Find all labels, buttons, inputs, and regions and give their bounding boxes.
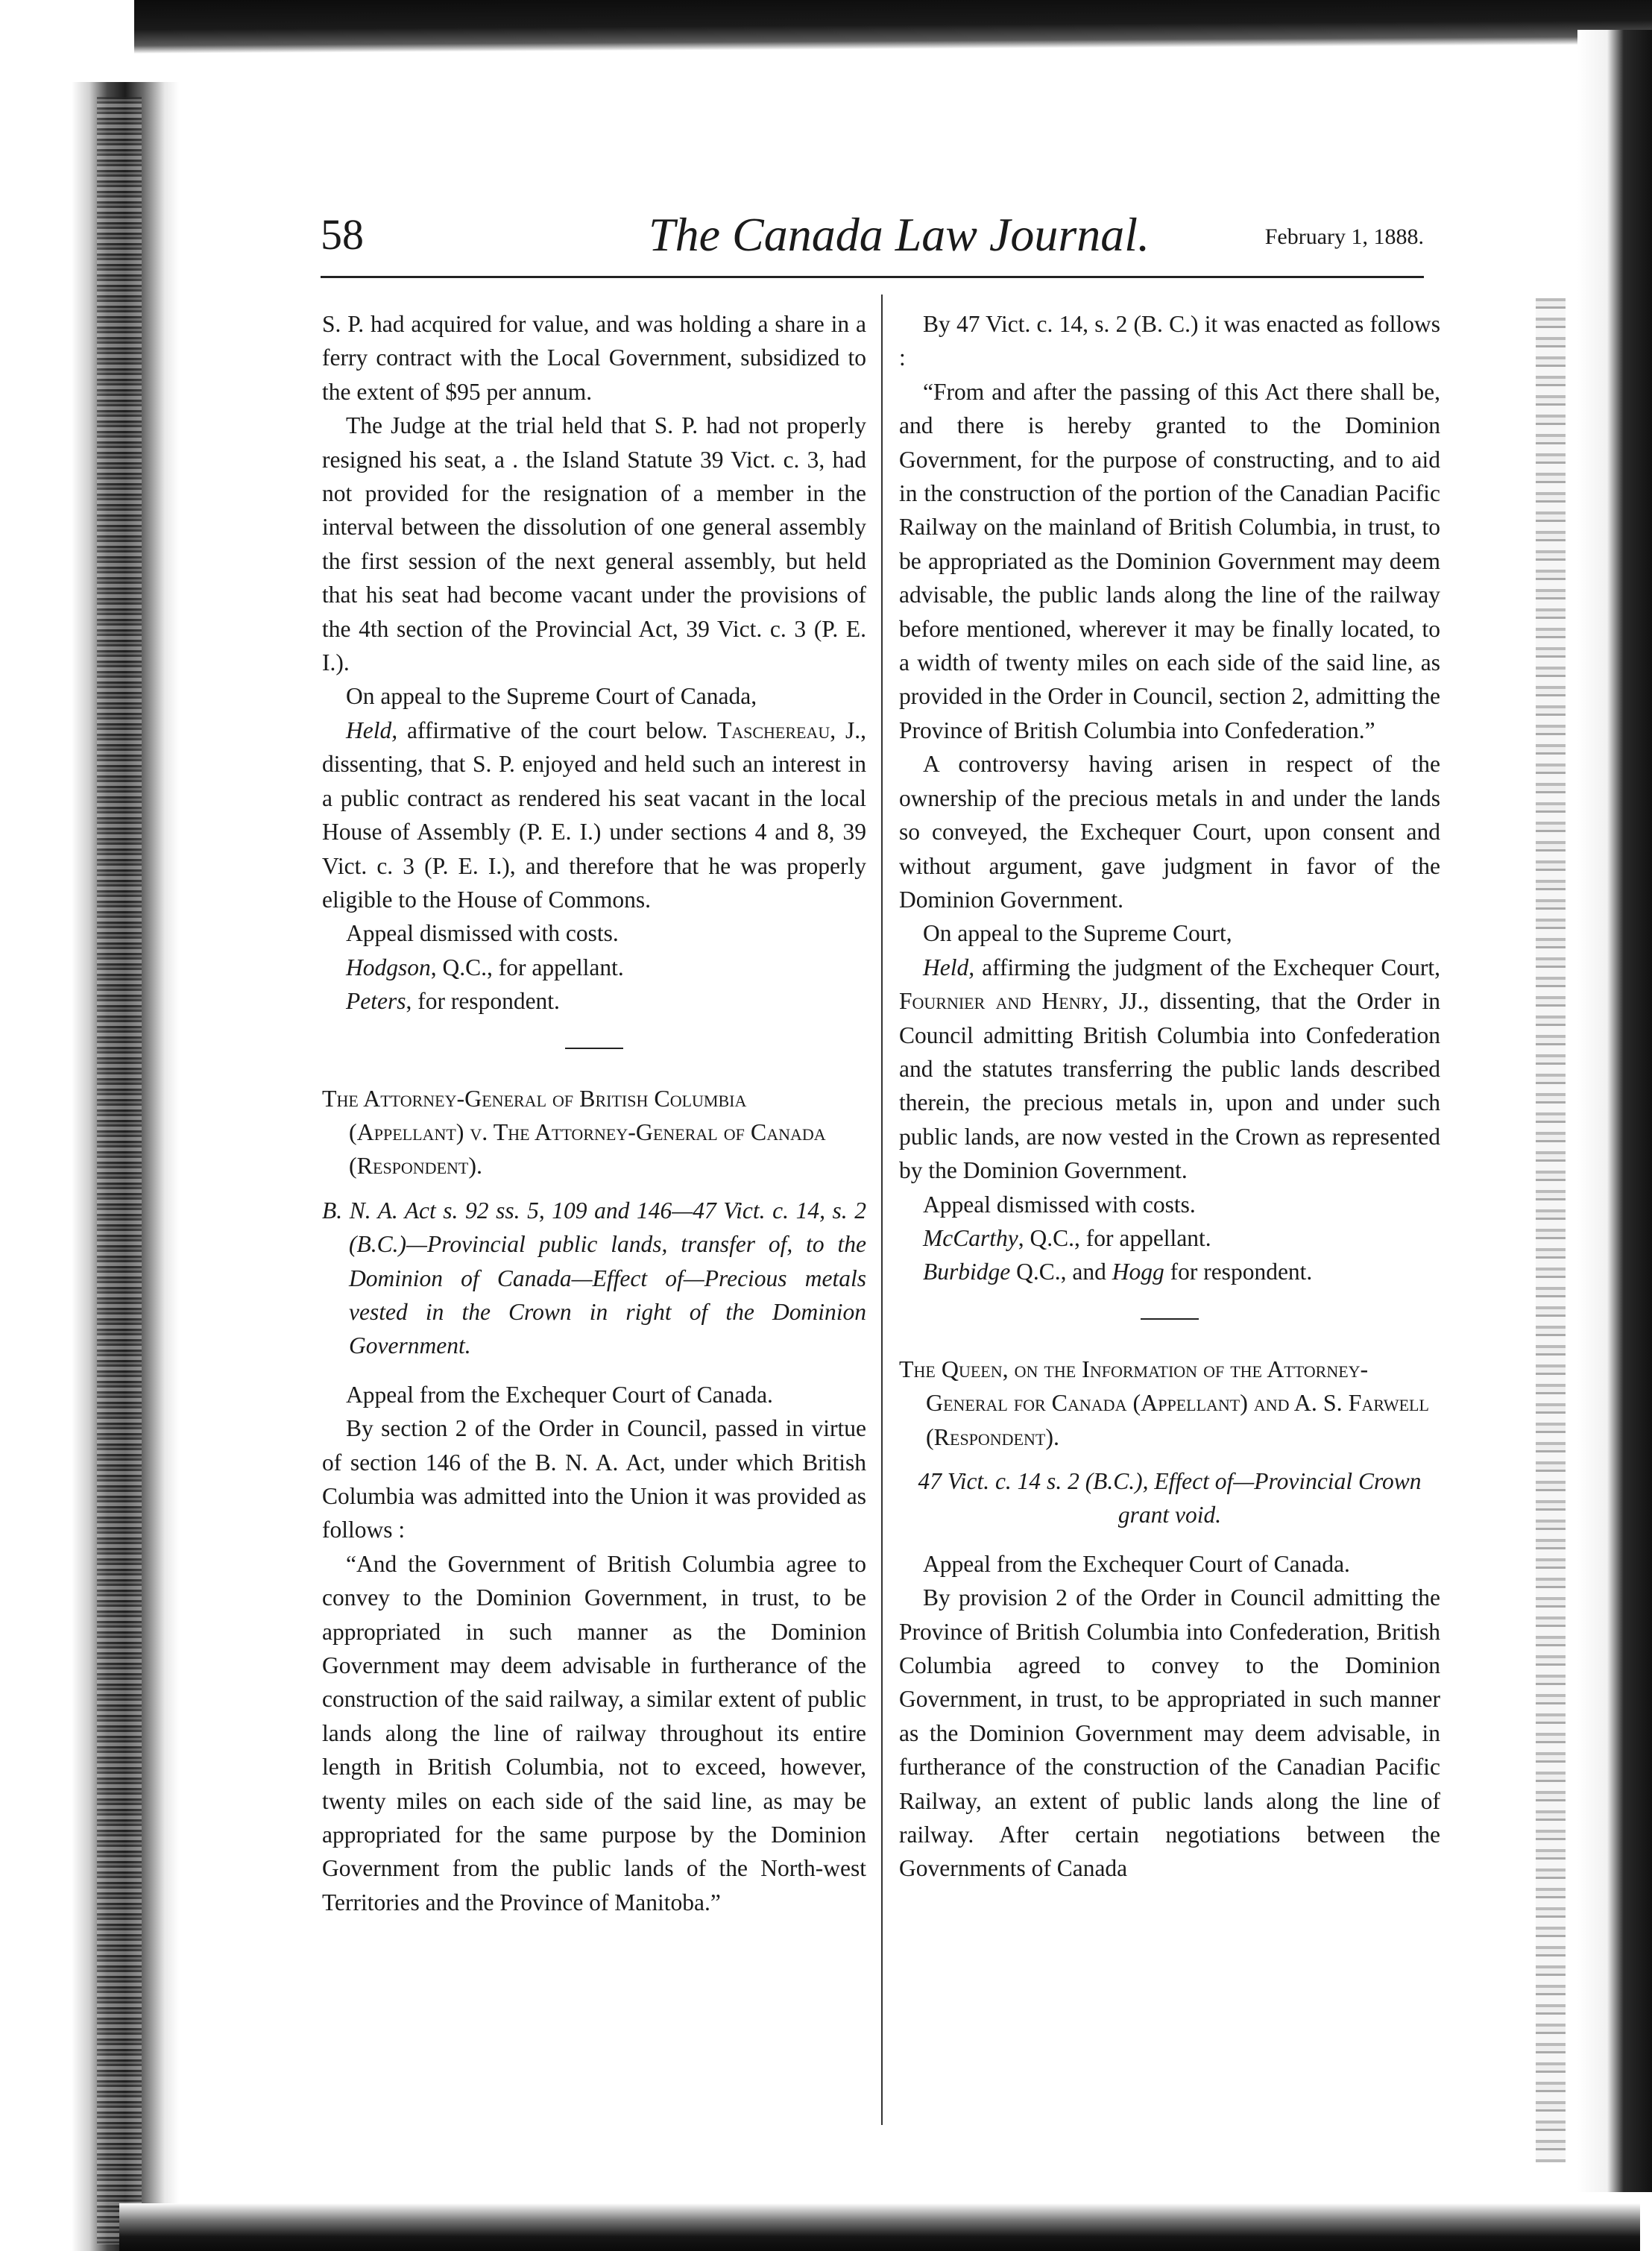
case-headnote: 47 Vict. c. 14 s. 2 (B.C.), Effect of—Provincial Crown grant void. [918, 1468, 1422, 1529]
counsel-role: Q.C., and [1010, 1259, 1112, 1285]
quoted-paragraph: “From and after the passing of this Act there shall be, and there is hereby granted to the Dominion Government, for the purpose of constructing, and to aid in the construction of the portion of the Canadian Pacific Railway on the mainland of British Columbia, in trust, to be appropriated as the Dominion Government may deem advisable, the public lands along the line of the railway before mentioned, wherever it may be finally located, to a width of twenty miles on each side of the said line, as provided in the Order in Council, section 2, admitting the Province of British Columbia into Confederation.” [899, 378, 1440, 743]
holding-text: , JJ., dissenting, that the Order in Council admitting British Columbia into Confederation and the statutes transferring the public lands described therein, the precious metals in, upon and under such public lands, are now vested in the Crown as represented by the Dominion Government. [899, 988, 1440, 1184]
scan-binding-noise [97, 97, 142, 2244]
running-head [321, 205, 1424, 265]
counsel-line [322, 951, 866, 984]
disposition: Appeal dismissed with costs. [346, 920, 619, 947]
quoted-paragraph: “And the Government of British Columbia agree to convey to the Dominion Government, in trust, to be appropriated in such manner as the Dominion Government may deem advisable in furtherance of the construction of the said railway, a similar extent of public lands along the line of railway throughout its entire length in British Columbia, not to exceed, however, twenty miles on each side of the said line, as may be appropriated for the same purpose by the Dominion Government from the public lands of the North-west Territories and the Province of Manitoba.” [322, 1550, 866, 1915]
paragraph: By 47 Vict. c. 14, s. 2 (B. C.) it was enacted as follows : [899, 311, 1440, 371]
holding-paragraph [322, 714, 866, 916]
counsel-role: , Q.C., for appellant. [1018, 1224, 1211, 1251]
counsel-role: , for respondent. [406, 988, 560, 1015]
scan-edge-left [0, 82, 179, 2251]
holding-paragraph [899, 951, 1440, 1188]
case-headnote: B. N. A. Act s. 92 ss. 5, 109 and 146—47 Vict. c. 14, s. 2 (B.C.)—Provincial public lands, transfer of, to the Dominion of Canada—Effect of—Precious metals vested in the Crown in right of the Dominion Government. [322, 1197, 866, 1359]
left-column [322, 307, 866, 1919]
counsel-name: Burbidge [923, 1259, 1011, 1285]
counsel-name: Peters [346, 988, 406, 1015]
scan-edge-right-noise [1536, 298, 1566, 2162]
paragraph: Appeal from the Exchequer Court of Canada. [923, 1550, 1350, 1577]
counsel-line [899, 1255, 1440, 1288]
spacer [899, 1454, 1440, 1464]
case-title: The Queen, on the Information of the Attorney-General for Canada (Appellant) and A. S. Farwell (Respondent). [899, 1355, 1429, 1450]
counsel-name: McCarthy [923, 1224, 1018, 1251]
counsel-role: , Q.C., for appellant. [430, 954, 624, 980]
holding-text: , J., dissenting, that S. P. enjoyed and held such an interest in a public contract as rendered his seat vacant in the local House of Assembly (P. E. I.) under sections 4 and 8, 39 Vict. c. 3 (P. E. I.), and therefore that he was properly eligible to the House of Commons. [322, 717, 866, 913]
header-rule [321, 276, 1424, 278]
paragraph: By provision 2 of the Order in Council admitting the Province of British Columbia into Confederation, British Columbia agreed to convey to the Dominion Government, in trust, to be appropriated in such manner as the Dominion Government may deem advisable, in furtherance of the construction of the Canadian Pacific Railway, an extent of public lands along the line of railway. After certain negotiations between the Governments of Canada [899, 1584, 1440, 1882]
scan-edge-top [134, 0, 1652, 54]
held-label: Held, [346, 717, 398, 743]
spacer [322, 1363, 866, 1378]
paragraph: Appeal from the Exchequer Court of Canada. [346, 1381, 773, 1408]
scan-edge-bottom [119, 2203, 1640, 2251]
section-separator [565, 1048, 623, 1049]
case-title: The Attorney-General of British Columbia (Appellant) v. The Attorney-General of Canada (Respondent). [322, 1084, 826, 1180]
paragraph: A controversy having arisen in respect of the ownership of the precious metals in and under the lands so conveyed, the Exchequer Court, upon consent and without argument, gave judgment in favor of the Dominion Government. [899, 751, 1440, 913]
section-separator [1141, 1318, 1199, 1320]
disposition: Appeal dismissed with costs. [923, 1191, 1196, 1218]
paragraph: On appeal to the Supreme Court of Canada, [346, 683, 757, 710]
holding-text: affirmative of the court below. [397, 717, 717, 743]
paragraph: By section 2 of the Order in Council, passed in virtue of section 146 of the B. N. A. Act, under which British Columbia was admitted into the Union it was provided as follows : [322, 1415, 866, 1543]
counsel-role: for respondent. [1164, 1259, 1313, 1285]
counsel-name: Hodgson [346, 954, 431, 980]
counsel-line [899, 1221, 1440, 1255]
held-label: Held, [923, 954, 975, 980]
paragraph: The Judge at the trial held that S. P. had not properly resigned his seat, a . the Island Statute 39 Vict. c. 3, had not provided for the resignation of a member in the interval between the dissolution of one general assembly the first session of the next general assembly, but held that his seat had become vacant under the provisions of the 4th section of the Provincial Act, 39 Vict. c. 3 (P. E. I.). [322, 412, 866, 676]
page-number: 58 [321, 210, 364, 259]
issue-date: February 1, 1888. [1264, 224, 1424, 249]
right-column [899, 307, 1440, 1886]
spacer [322, 1183, 866, 1194]
counsel-line [322, 984, 866, 1018]
judge-names: Fournier and Henry [899, 988, 1103, 1015]
journal-title: The Canada Law Journal. [649, 208, 1150, 261]
holding-text: affirming the judgment of the Exchequer Court, [974, 954, 1440, 980]
scan-edge-right [1577, 30, 1652, 2192]
spacer [899, 1532, 1440, 1547]
judge-name: Taschereau [716, 717, 830, 743]
paragraph: S. P. had acquired for value, and was holding a share in a ferry contract with the Local Government, subsidized to the extent of $95 per annum. [322, 311, 866, 405]
paragraph: On appeal to the Supreme Court, [923, 920, 1232, 947]
column-divider [881, 295, 883, 2125]
counsel-name: Hogg [1112, 1259, 1164, 1285]
